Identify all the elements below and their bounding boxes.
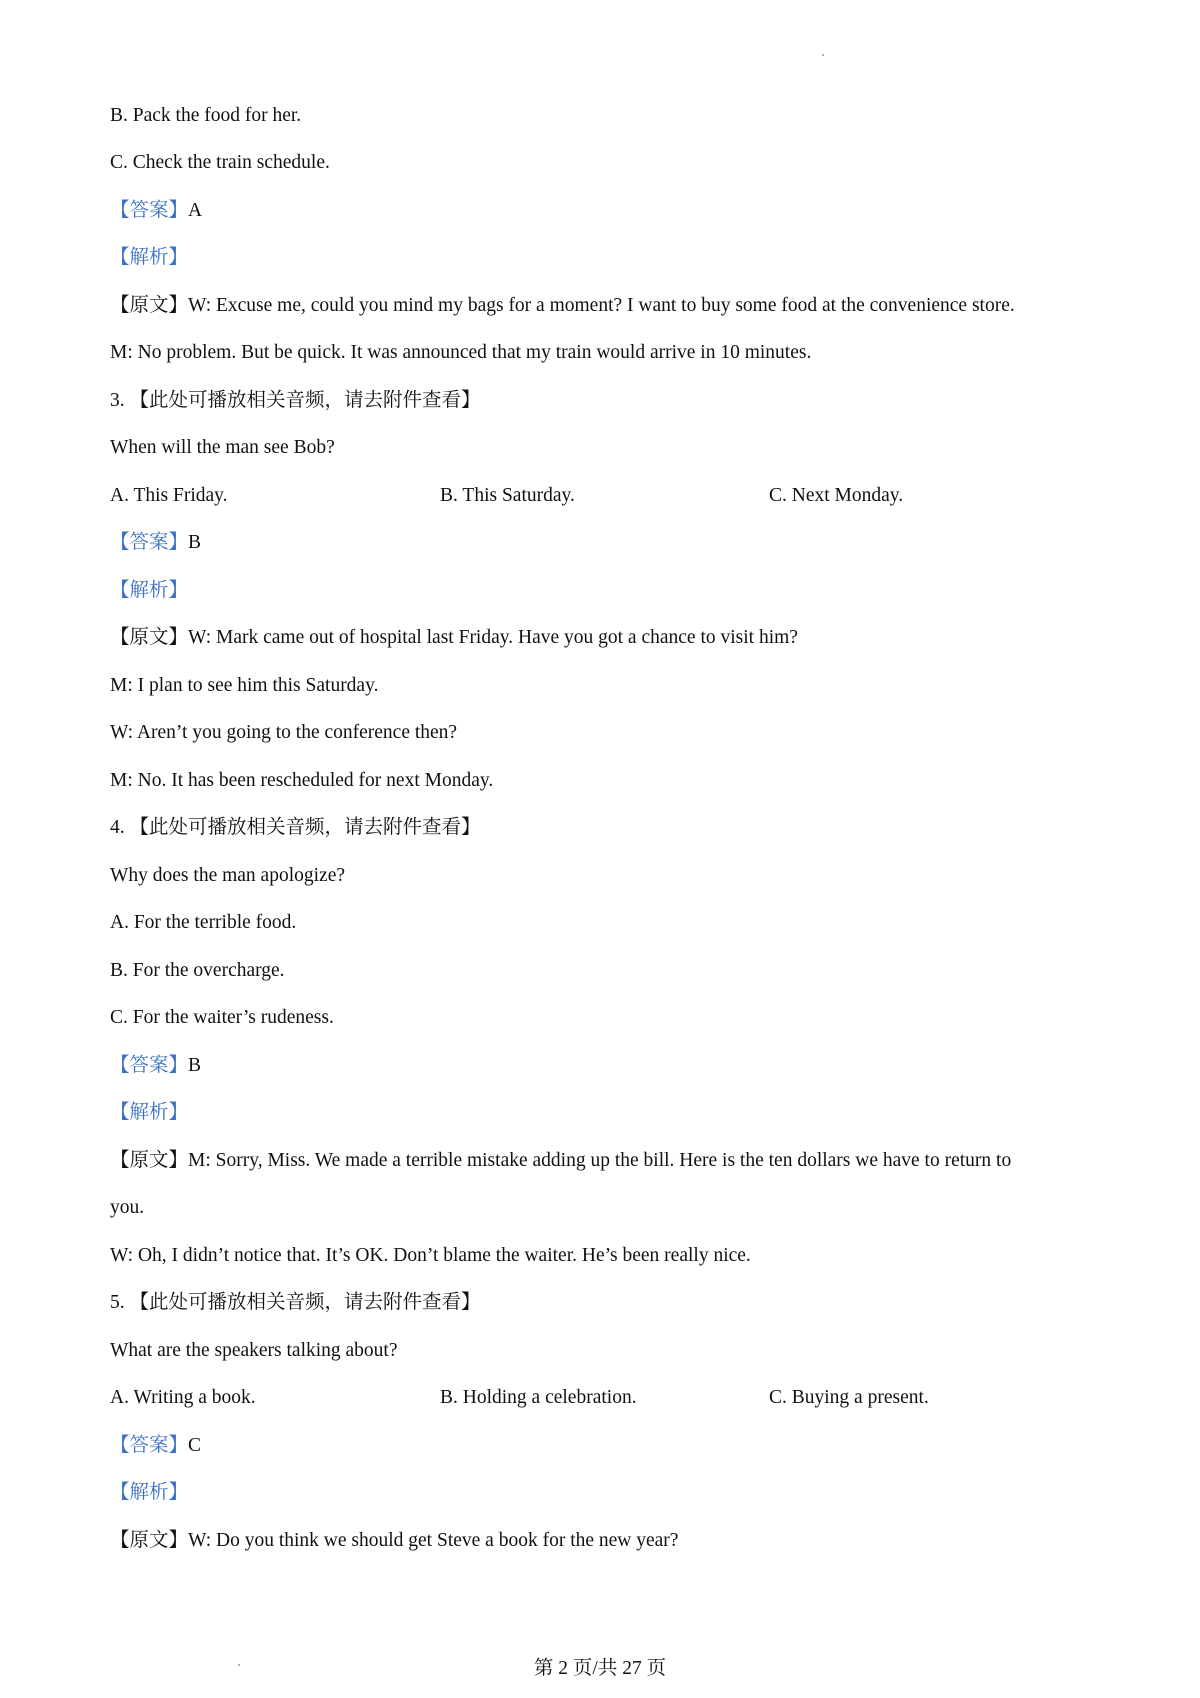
dialogue-line: W: Aren’t you going to the conference then? xyxy=(110,722,458,743)
option-a: A. Writing a book. xyxy=(110,1387,256,1408)
answer-value: B xyxy=(188,1055,202,1076)
analysis-tag: 【解析】 xyxy=(110,247,189,268)
original-tag: 【原文】 xyxy=(110,295,189,316)
scan-dot xyxy=(822,54,824,56)
answer-tag: 【答案】 xyxy=(110,1435,189,1456)
option-c: C. Buying a present. xyxy=(769,1387,929,1408)
question-text: When will the man see Bob? xyxy=(110,437,335,458)
answer-line xyxy=(110,199,202,223)
original-tag: 【原文】 xyxy=(110,627,189,648)
option-c: C. Next Monday. xyxy=(769,485,904,506)
dialogue-line: M: No problem. But be quick. It was announced that my train would arrive in 10 minutes. xyxy=(110,342,812,363)
original-text-line xyxy=(110,1149,1011,1173)
original-text-line xyxy=(110,1529,678,1553)
answer-tag: 【答案】 xyxy=(110,532,189,553)
analysis-tag: 【解析】 xyxy=(110,1102,189,1123)
original-text: W: Do you think we should get Steve a book for the new year? xyxy=(188,1530,679,1551)
original-text-line xyxy=(110,626,798,650)
dialogue-line: W: Oh, I didn’t notice that. It’s OK. Don’t blame the waiter. He’s been really nice. xyxy=(110,1245,751,1266)
question-text: What are the speakers talking about? xyxy=(110,1340,398,1361)
answer-tag: 【答案】 xyxy=(110,200,189,221)
original-tag: 【原文】 xyxy=(110,1150,189,1171)
question-header: 4. 【此处可播放相关音频，请去附件查看】 xyxy=(110,817,481,838)
original-text: W: Mark came out of hospital last Friday. Have you got a chance to visit him? xyxy=(188,627,798,648)
answer-line xyxy=(110,531,201,555)
original-text: W: Excuse me, could you mind my bags for a moment? I want to buy some food at the convenience store. xyxy=(188,295,1015,316)
original-text-line xyxy=(110,294,1015,318)
answer-line xyxy=(110,1434,201,1458)
dialogue-line: you. xyxy=(110,1197,145,1218)
option-line: C. Check the train schedule. xyxy=(110,152,330,173)
dialogue-line: M: I plan to see him this Saturday. xyxy=(110,675,379,696)
answer-value: A xyxy=(188,200,203,221)
answer-value: B xyxy=(188,532,202,553)
option-line: B. Pack the food for her. xyxy=(110,105,302,126)
answer-value: C xyxy=(188,1435,202,1456)
analysis-tag: 【解析】 xyxy=(110,580,189,601)
option-c: C. For the waiter’s rudeness. xyxy=(110,1007,334,1028)
question-text: Why does the man apologize? xyxy=(110,865,345,886)
question-header: 5. 【此处可播放相关音频，请去附件查看】 xyxy=(110,1292,481,1313)
original-tag: 【原文】 xyxy=(110,1530,189,1551)
original-text: M: Sorry, Miss. We made a terrible mistake adding up the bill. Here is the ten dollars we have to return to xyxy=(188,1150,1012,1171)
option-b: B. This Saturday. xyxy=(440,485,575,506)
page-number: 第 2 页/共 27 页 xyxy=(533,1658,667,1679)
option-b: B. Holding a celebration. xyxy=(440,1387,637,1408)
option-a: A. For the terrible food. xyxy=(110,912,297,933)
answer-tag: 【答案】 xyxy=(110,1055,189,1076)
analysis-tag: 【解析】 xyxy=(110,1482,189,1503)
dialogue-line: M: No. It has been rescheduled for next Monday. xyxy=(110,770,494,791)
option-b: B. For the overcharge. xyxy=(110,960,285,981)
option-a: A. This Friday. xyxy=(110,485,228,506)
answer-line xyxy=(110,1054,201,1078)
question-header: 3. 【此处可播放相关音频，请去附件查看】 xyxy=(110,390,481,411)
